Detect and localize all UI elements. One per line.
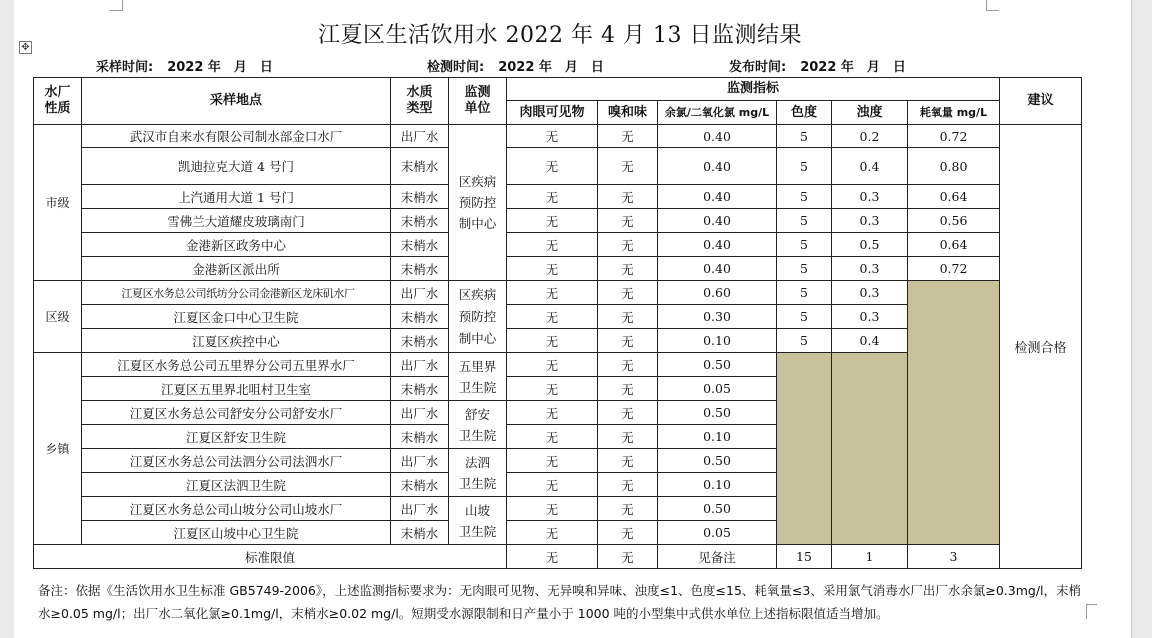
table-row-type: 出厂水 [391, 497, 449, 521]
table-row-type: 末梢水 [391, 473, 449, 497]
table-row-turbidity: 0.3 [832, 257, 908, 281]
table-row-odor: 无 [598, 497, 658, 521]
table-row-site: 江夏区水务总公司山坡分公司山坡水厂 [82, 497, 391, 521]
monitoring-results-table [33, 77, 1082, 569]
header-visible: 肉眼可见物 [507, 101, 598, 125]
table-row-chlorine: 0.40 [658, 209, 777, 233]
table-row-visible: 无 [507, 305, 598, 329]
sampling-time [96, 56, 273, 75]
table-row-type: 末梢水 [391, 185, 449, 209]
table-row-odor: 无 [598, 185, 658, 209]
table-row-type: 出厂水 [391, 281, 449, 305]
testing-time-label: 检测时间: [427, 60, 485, 75]
table-row-chlorine: 0.30 [658, 305, 777, 329]
table-row-chlorine: 0.40 [658, 148, 777, 185]
unit-district-cdc: 区疾病 预防控 制中心 [449, 125, 507, 281]
table-row-type: 出厂水 [391, 401, 449, 425]
table-row-site: 上汽通用大道 1 号门 [82, 185, 391, 209]
table-row-site: 江夏区水务总公司五里界分公司五里界水厂 [82, 353, 391, 377]
table-row-odor: 无 [598, 401, 658, 425]
table-row-visible: 无 [507, 401, 598, 425]
table-row-site: 江夏区五里界北咀村卫生室 [82, 377, 391, 401]
header-unit: 监测 单位 [449, 78, 507, 125]
color-not-tested-cell [777, 353, 832, 545]
table-row-odor: 无 [598, 425, 658, 449]
table-row-type: 末梢水 [391, 148, 449, 185]
table-row-chlorine: 0.40 [658, 125, 777, 148]
header-turbidity: 浊度 [832, 101, 908, 125]
table-row-oxygen: 0.80 [908, 148, 1000, 185]
table-row-odor: 无 [598, 281, 658, 305]
table-move-handle-icon[interactable]: ✥ [19, 41, 32, 54]
header-color: 色度 [777, 101, 832, 125]
document-title: 江夏区生活饮用水 2022 年 4 月 13 日监测结果 [318, 23, 802, 48]
table-row-chlorine: 0.40 [658, 185, 777, 209]
table-row-turbidity: 0.4 [832, 148, 908, 185]
standard-visible: 无 [507, 545, 598, 569]
standard-limit-label: 标准限值 [34, 545, 507, 569]
sampling-time-value: 2022 年 月 日 [167, 60, 273, 75]
table-row-site: 江夏区疾控中心 [82, 329, 391, 353]
table-row-chlorine: 0.50 [658, 449, 777, 473]
table-row-visible: 无 [507, 185, 598, 209]
table-row-type: 末梢水 [391, 305, 449, 329]
table-row-color: 5 [777, 257, 832, 281]
unit-shuan: 舒安 卫生院 [449, 401, 507, 449]
table-row-type: 出厂水 [391, 449, 449, 473]
table-row-visible: 无 [507, 148, 598, 185]
table-row-oxygen: 0.72 [908, 125, 1000, 148]
table-row-type: 末梢水 [391, 425, 449, 449]
table-row-odor: 无 [598, 233, 658, 257]
testing-time [427, 56, 604, 75]
table-row-visible: 无 [507, 377, 598, 401]
unit-wulijie: 五里界 卫生院 [449, 353, 507, 401]
table-row-site: 金港新区政务中心 [82, 233, 391, 257]
table-row-color: 5 [777, 185, 832, 209]
table-row-chlorine: 0.05 [658, 521, 777, 545]
table-row-type: 末梢水 [391, 521, 449, 545]
publish-time [729, 56, 906, 75]
table-row-odor: 无 [598, 329, 658, 353]
table-row-odor: 无 [598, 125, 658, 148]
table-row-chlorine: 0.40 [658, 233, 777, 257]
header-water-type: 水质 类型 [391, 78, 449, 125]
table-row-odor: 无 [598, 377, 658, 401]
table-row-odor: 无 [598, 148, 658, 185]
publish-time-value: 2022 年 月 日 [800, 60, 906, 75]
table-row-visible: 无 [507, 233, 598, 257]
header-chlorine: 余氯/二氧化氯 mg/L [658, 101, 777, 125]
table-row-chlorine: 0.10 [658, 425, 777, 449]
table-row-site: 江夏区水务总公司纸坊分公司金港新区龙床矶水厂 [82, 281, 391, 305]
level-city: 市级 [34, 125, 82, 281]
table-row-type: 末梢水 [391, 257, 449, 281]
table-row-turbidity: 0.4 [832, 329, 908, 353]
standard-color: 15 [777, 545, 832, 569]
table-row-chlorine: 0.10 [658, 473, 777, 497]
table-row-visible: 无 [507, 257, 598, 281]
table-row-chlorine: 0.05 [658, 377, 777, 401]
turbidity-not-tested-cell [832, 353, 908, 545]
unit-fasi: 法泗 卫生院 [449, 449, 507, 497]
table-row-chlorine: 0.50 [658, 497, 777, 521]
header-site: 采样地点 [82, 78, 391, 125]
table-row-oxygen: 0.64 [908, 233, 1000, 257]
table-row-site: 江夏区舒安卫生院 [82, 425, 391, 449]
table-row-chlorine: 0.10 [658, 329, 777, 353]
table-row-chlorine: 0.40 [658, 257, 777, 281]
table-row-site: 江夏区法泗卫生院 [82, 473, 391, 497]
table-row-oxygen: 0.64 [908, 185, 1000, 209]
table-row-turbidity: 0.2 [832, 125, 908, 148]
table-row-type: 出厂水 [391, 353, 449, 377]
unit-district-cdc-2: 区疾病 预防控 制中心 [449, 281, 507, 353]
advice-cell: 检测合格 [1000, 125, 1082, 569]
crop-mark-top-left [110, 0, 123, 11]
table-row-type: 末梢水 [391, 329, 449, 353]
table-row-site: 凯迪拉克大道 4 号门 [82, 148, 391, 185]
table-row-type: 末梢水 [391, 377, 449, 401]
header-oxygen: 耗氧量 mg/L [908, 101, 1000, 125]
level-district: 区级 [34, 281, 82, 353]
table-row-color: 5 [777, 209, 832, 233]
testing-time-value: 2022 年 月 日 [498, 60, 604, 75]
table-row-type: 末梢水 [391, 209, 449, 233]
table-row-visible: 无 [507, 425, 598, 449]
table-row-color: 5 [777, 233, 832, 257]
page-margin-right [1131, 0, 1152, 638]
table-row-turbidity: 0.3 [832, 305, 908, 329]
table-row-visible: 无 [507, 353, 598, 377]
table-row-site: 江夏区金口中心卫生院 [82, 305, 391, 329]
table-row-site: 江夏区水务总公司法泗分公司法泗水厂 [82, 449, 391, 473]
table-row-color: 5 [777, 329, 832, 353]
table-row-oxygen: 0.56 [908, 209, 1000, 233]
table-row-color: 5 [777, 148, 832, 185]
table-row-odor: 无 [598, 257, 658, 281]
standard-turbidity: 1 [832, 545, 908, 569]
standard-odor: 无 [598, 545, 658, 569]
page-margin-left [0, 0, 14, 638]
table-row-visible: 无 [507, 449, 598, 473]
table-row-visible: 无 [507, 125, 598, 148]
table-row-turbidity: 0.3 [832, 209, 908, 233]
oxygen-not-tested-cell [908, 281, 1000, 545]
table-row-visible: 无 [507, 209, 598, 233]
table-row-type: 末梢水 [391, 233, 449, 257]
table-row-color: 5 [777, 125, 832, 148]
table-row-odor: 无 [598, 521, 658, 545]
table-row-color: 5 [777, 281, 832, 305]
standard-chlorine: 见备注 [658, 545, 777, 569]
table-row-visible: 无 [507, 281, 598, 305]
standard-oxygen: 3 [908, 545, 1000, 569]
publish-time-label: 发布时间: [729, 60, 787, 75]
table-row-type: 出厂水 [391, 125, 449, 148]
header-plant-type: 水厂 性质 [34, 78, 82, 125]
header-advice: 建议 [1000, 78, 1082, 125]
table-row-site: 雪佛兰大道耀皮玻璃南门 [82, 209, 391, 233]
table-row-site: 金港新区派出所 [82, 257, 391, 281]
table-row-chlorine: 0.50 [658, 353, 777, 377]
table-row-odor: 无 [598, 353, 658, 377]
table-row-visible: 无 [507, 473, 598, 497]
level-town: 乡镇 [34, 353, 82, 545]
remark-note: 备注：依据《生活饮用水卫生标准 GB5749-2006》，上述监测指标要求为：无肉眼可见物、无异嗅和异味、浊度≤1、色度≤15、耗氧量≤3、采用氯气消毒水厂出厂水余氯≥0.3mg/l，末梢水≥0.05 mg/l；出厂水二氧化氯≥0.1mg/l，末梢水≥0.02 mg/l。短期受水源限制和日产量小于 1000 吨的小型集中式供水单位上述指标限值适当增加。 [38, 583, 1082, 621]
header-indicators: 监测指标 [507, 78, 1000, 101]
header-odor: 嗅和味 [598, 101, 658, 125]
table-row-site: 江夏区山坡中心卫生院 [82, 521, 391, 545]
table-row-visible: 无 [507, 521, 598, 545]
table-row-visible: 无 [507, 329, 598, 353]
table-row-turbidity: 0.5 [832, 233, 908, 257]
table-row-oxygen: 0.72 [908, 257, 1000, 281]
table-row-site: 江夏区水务总公司舒安分公司舒安水厂 [82, 401, 391, 425]
unit-shanpo: 山坡 卫生院 [449, 497, 507, 545]
sampling-time-label: 采样时间: [96, 60, 154, 75]
table-row-turbidity: 0.3 [832, 281, 908, 305]
table-row-odor: 无 [598, 305, 658, 329]
table-row-visible: 无 [507, 497, 598, 521]
table-row-odor: 无 [598, 449, 658, 473]
table-row-odor: 无 [598, 473, 658, 497]
table-row-chlorine: 0.50 [658, 401, 777, 425]
table-row-turbidity: 0.3 [832, 185, 908, 209]
crop-mark-top-right [986, 0, 999, 11]
table-row-chlorine: 0.60 [658, 281, 777, 305]
table-row-site: 武汉市自来水有限公司制水部金口水厂 [82, 125, 391, 148]
table-row-color: 5 [777, 305, 832, 329]
table-row-odor: 无 [598, 209, 658, 233]
